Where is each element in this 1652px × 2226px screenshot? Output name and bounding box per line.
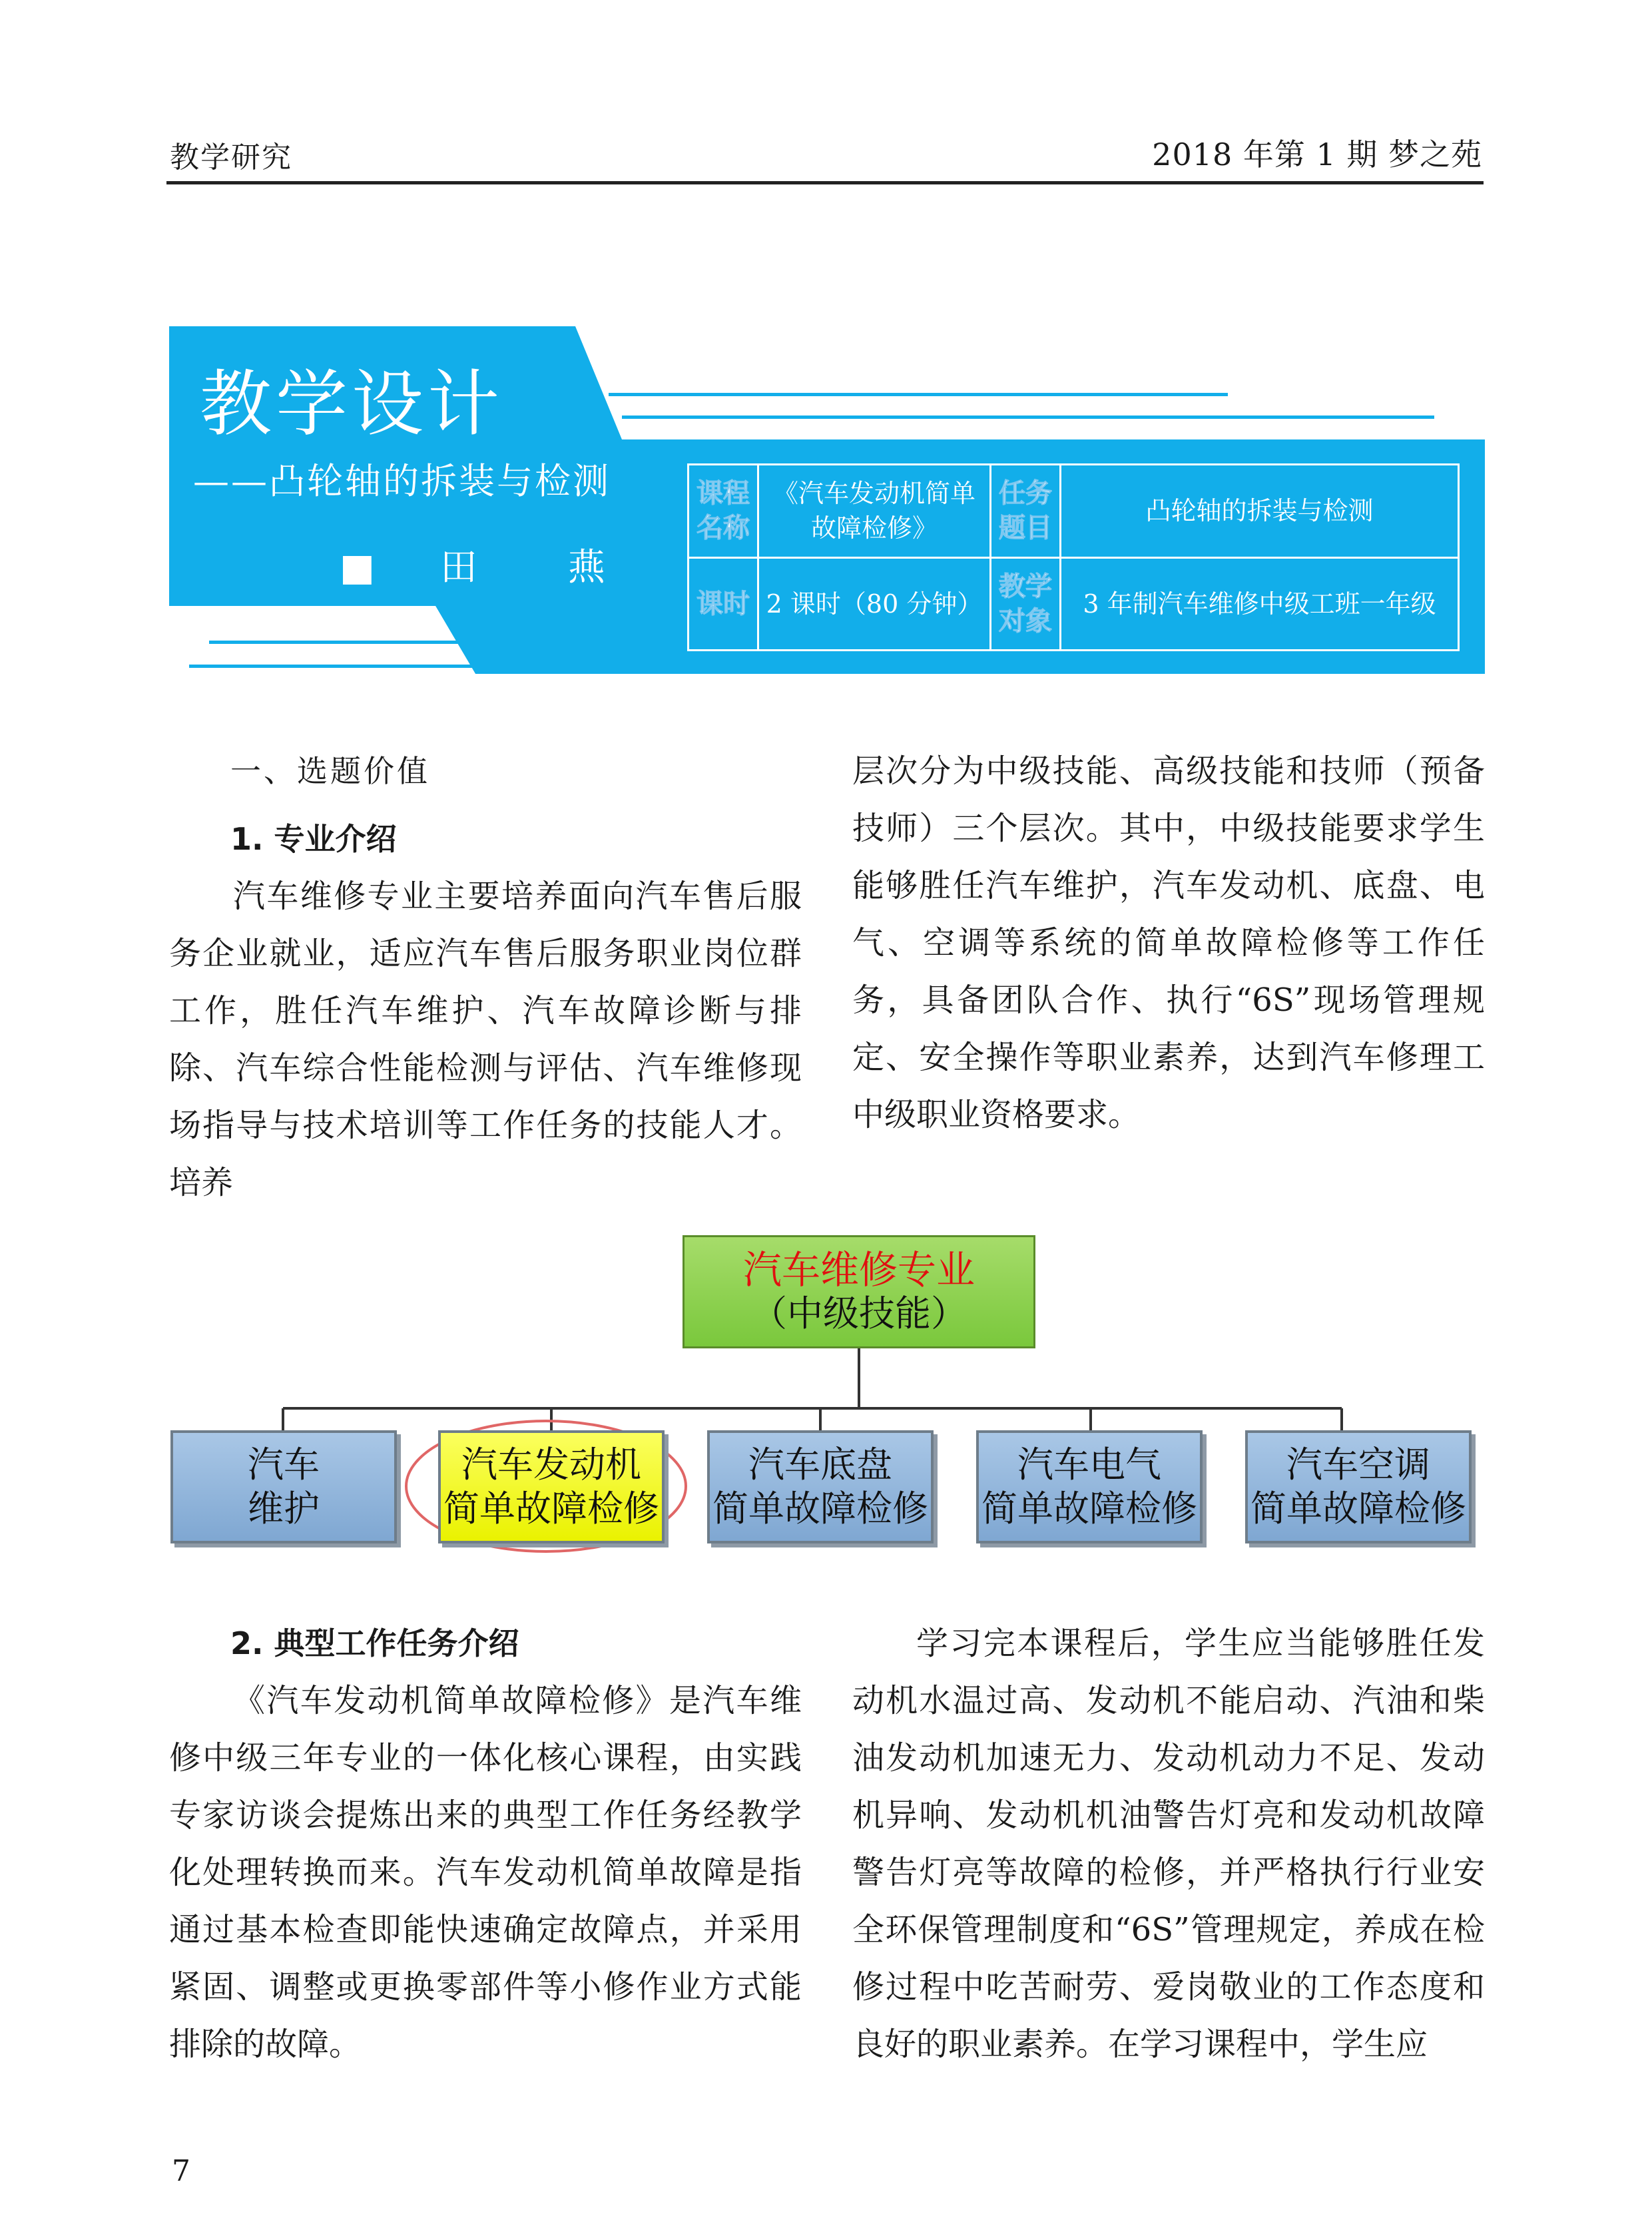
box-line: 汽车: [248, 1444, 320, 1486]
box-line: 汽车电气: [1017, 1444, 1161, 1486]
section-heading: 一、选题价值: [230, 753, 430, 789]
diagram-root-box: [683, 1235, 1035, 1348]
box-line: 维护: [248, 1488, 320, 1530]
paragraph: 学习完本课程后，学生应当能够胜任发动机水温过高、发动机不能启动、汽油和柴油发动机加速无力、发动机动力不足、发动机异响、发动机机油警告灯亮和发动机故障警告灯亮等故障的检修，并严格执行行业安全环保管理制度和“6S”管理规定，养成在检修过程中吃苦耐劳、爱岗敬业的工作态度和良好的职业素养。在学习课程中，学生应: [852, 1625, 1485, 2063]
box-line: 简单故障检修: [1250, 1488, 1466, 1530]
banner-subtitle: ——凸轮轴的拆装与检测: [193, 460, 611, 502]
subheading-major: 1. 专业介绍: [230, 821, 397, 857]
page-number: 7: [172, 2154, 190, 2188]
diagram-box-chassis: [707, 1430, 934, 1543]
subheading-typical-task: 2. 典型工作任务介绍: [230, 1625, 519, 1661]
banner-title: 教学设计: [200, 363, 504, 446]
box-line: 汽车空调: [1286, 1444, 1430, 1486]
paragraph: 层次分为中级技能、高级技能和技师（预备技师）三个层次。其中，中级技能要求学生能够胜任汽车维护，汽车发动机、底盘、电气、空调等系统的简单故障检修等工作任务，具备团队合作、执行“6S”现场管理规定、安全操作等职业素养，达到汽车修理工中级职业资格要求。: [852, 752, 1485, 1133]
running-header-left: 教学研究: [170, 140, 292, 174]
box-line: 汽车底盘: [748, 1444, 892, 1486]
diagram-box-engine: [438, 1430, 665, 1543]
hours-value: 2 课时（80 分钟）: [758, 557, 991, 651]
running-header-right: 2018 年第 1 期 梦之苑: [1152, 137, 1482, 172]
column-right-bottom: [852, 1615, 1485, 2073]
root-box-subtitle: （中级技能）: [751, 1292, 967, 1334]
paragraph: 汽车维修专业主要培养面向汽车售后服务企业就业，适应汽车售后服务职业岗位群工作，胜任汽车维护、汽车故障诊断与排除、汽车综合性能检测与评估、汽车维修现场指导与技术培训等工作任务的技能人才。培养: [169, 878, 802, 1201]
box-line: 简单故障检修: [712, 1488, 928, 1530]
course-label: 课程名称: [688, 465, 758, 558]
banner-author: ■ 田 燕: [340, 546, 632, 589]
column-left-bottom: [169, 1615, 802, 2073]
box-line: 简单故障检修: [981, 1488, 1197, 1530]
root-box-title: 汽车维修专业: [742, 1247, 975, 1292]
target-value: 3 年制汽车维修中级工班一年级: [1061, 557, 1459, 651]
task-value: 凸轮轴的拆装与检测: [1061, 465, 1459, 558]
paragraph: 《汽车发动机简单故障检修》是汽车维修中级三年专业的一体化核心课程，由实践专家访谈会提炼出来的典型工作任务经教学化处理转换而来。汽车发动机简单故障是指通过基本检查即能快速确定故障点，并采用紧固、调整或更换零部件等小修作业方式能排除的故障。: [169, 1682, 802, 2063]
hours-label: 课时: [688, 557, 758, 651]
box-line: 汽车发动机: [461, 1444, 641, 1486]
diagram-box-maintenance: [170, 1430, 397, 1543]
course-value: 《汽车发动机简单故障检修》: [758, 465, 991, 558]
diagram-box-electrical: [976, 1430, 1203, 1543]
box-line: 简单故障检修: [443, 1488, 659, 1530]
diagram-box-aircon: [1245, 1430, 1472, 1543]
task-label: 任务题目: [991, 465, 1061, 558]
target-label: 教学对象: [991, 557, 1061, 651]
